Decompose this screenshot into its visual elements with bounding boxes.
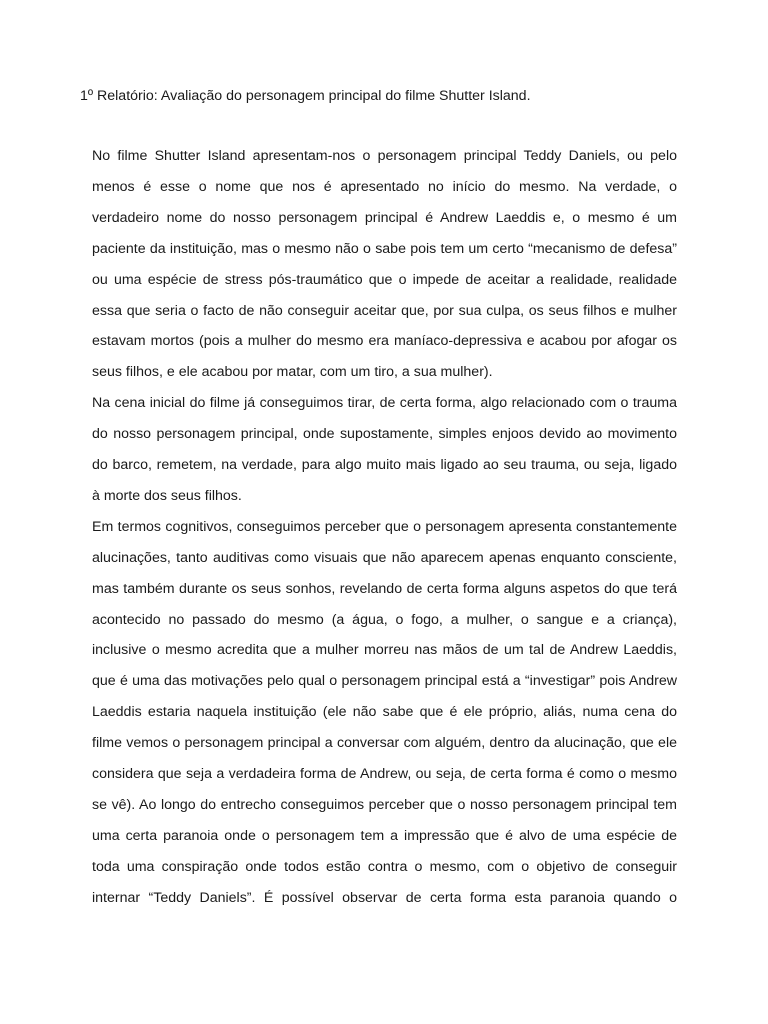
text-line: internar “Teddy Daniels”. É possível observar de certa forma esta paranoia quando o <box>92 889 677 906</box>
text-line: que é uma das motivações pelo qual o personagem principal está a “investigar” pois Andrew <box>92 673 677 690</box>
text-line: Na cena inicial do filme já conseguimos tirar, de certa forma, algo relacionado com o trauma <box>92 395 677 412</box>
text-line: filme vemos o personagem principal a conversar com alguém, dentro da alucinação, que ele <box>92 735 677 752</box>
text-line: acontecido no passado do mesmo (a água, o fogo, a mulher, o sangue e a criança), <box>92 611 677 628</box>
document-title: 1º Relatório: Avaliação do personagem principal do filme Shutter Island. <box>80 88 531 104</box>
text-line: toda uma conspiração onde todos estão contra o mesmo, com o objetivo de conseguir <box>92 858 677 875</box>
text-line: do barco, remetem, na verdade, para algo muito mais ligado ao seu trauma, ou seja, ligado <box>92 457 677 473</box>
text-line: Em termos cognitivos, conseguimos perceber que o personagem apresenta constantemente <box>92 518 677 535</box>
text-line: paciente da instituição, mas o mesmo não o sabe pois tem um certo “mecanismo de defesa” <box>92 240 677 257</box>
text-line: estavam mortos (pois a mulher do mesmo era maníaco-depressiva e acabou por afogar os <box>92 333 677 350</box>
text-line: menos é esse o nome que nos é apresentado no início do mesmo. Na verdade, o <box>92 178 677 195</box>
text-line: ou uma espécie de stress pós-traumático que o impede de aceitar a realidade, realidade <box>92 271 677 288</box>
text-line: seus filhos, e ele acabou por matar, com um tiro, a sua mulher). <box>92 364 493 381</box>
text-line: verdadeiro nome do nosso personagem principal é Andrew Laeddis e, o mesmo é um <box>92 209 677 226</box>
text-line: essa que seria o facto de não conseguir aceitar que, por sua culpa, os seus filhos e mulher <box>92 302 677 319</box>
text-line: à morte dos seus filhos. <box>92 487 242 504</box>
text-line: considera que seja a verdadeira forma de Andrew, ou seja, de certa forma é como o mesmo <box>92 766 677 782</box>
text-line: Laeddis estaria naquela instituição (ele não sabe que é ele próprio, aliás, numa cena do <box>92 704 677 721</box>
text-line: inclusive o mesmo acredita que a mulher morreu nas mãos de um tal de Andrew Laeddis, <box>92 642 677 659</box>
text-line: mas também durante os seus sonhos, revelando de certa forma alguns aspetos do que terá <box>92 580 677 597</box>
text-line: do nosso personagem principal, onde supostamente, simples enjoos devido ao movimento <box>92 426 677 443</box>
text-line: No filme Shutter Island apresentam-nos o personagem principal Teddy Daniels, ou pelo <box>92 148 677 164</box>
text-line: alucinações, tanto auditivas como visuais que não aparecem apenas enquanto consciente, <box>92 549 677 566</box>
text-line: uma certa paranoia onde o personagem tem a impressão que é alvo de uma espécie de <box>92 827 677 844</box>
text-line: se vê). Ao longo do entrecho conseguimos perceber que o nosso personagem principal tem <box>92 796 677 813</box>
